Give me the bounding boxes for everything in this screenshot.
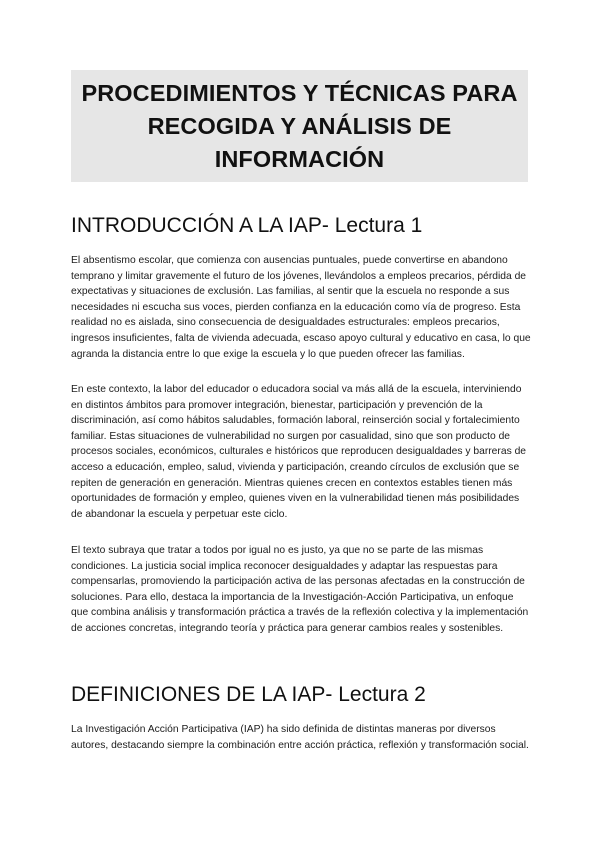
title-banner [71, 70, 528, 182]
paragraph: La Investigación Acción Participativa (IAP) ha sido definida de distintas maneras por diversos autores, destacando siempre la combinación entre acción práctica, reflexión y transformación social. [71, 724, 529, 751]
paragraph: El absentismo escolar, que comienza con ausencias puntuales, puede convertirse en abandono temprano y limitar gravemente el futuro de los jóvenes, llevándolos a empleos precarios, pérdida de expectativas y situaciones de exclusión. Las familias, al sentir que la escuela no responde a sus necesidades ni escucha sus voces, pierden confianza en la educación como vía de progreso. Esta realidad no es aislada, sino consecuencia de desigualdades estructurales: empleos precarios, ingresos insuficientes, falta de vivienda adecuada, escaso apoyo cultural y educativo en casa, lo que agranda la distancia entre lo que exige la escuela y lo que pueden ofrecer las familias. [71, 255, 531, 360]
section-heading-introduccion: INTRODUCCIÓN A LA IAP- Lectura 1 [71, 214, 423, 237]
paragraph: En este contexto, la labor del educador o educadora social va más allá de la escuela, interviniendo en distintos ámbitos para promover integración, bienestar, participación y prevención de la discriminación, así como hábitos saludables, formación laboral, reinserción social y fortalecimiento familiar. Estas situaciones de vulnerabilidad no surgen por casualidad, sino que son producto de procesos sociales, económicos, culturales e históricos que reproducen desigualdades y barreras de acceso a educación, empleo, salud, vivienda y participación, creando círculos de exclusión que se repiten de generación en generación. Mientras quienes crecen en contextos estables tienen más oportunidades de formación y empleo, quienes viven en la vulnerabilidad tienen más posibilidades de abandonar la escuela y perpetuar este ciclo. [71, 384, 527, 520]
document-title: PROCEDIMIENTOS Y TÉCNICAS PARA RECOGIDA Y ANÁLISIS DE INFORMACIÓN [81, 79, 518, 172]
section-heading-definiciones: DEFINICIONES DE LA IAP- Lectura 2 [71, 683, 426, 706]
paragraph: El texto subraya que tratar a todos por igual no es justo, ya que no se parte de las mismas condiciones. La justicia social implica reconocer desigualdades y adaptar las respuestas para compensarlas, promoviendo la participación activa de las personas afectadas en la construcción de soluciones. Para ello, destaca la importancia de la Investigación-Acción Participativa, un enfoque que combina análisis y transformación práctica a través de la reflexión colectiva y la implementación de acciones concretas, integrando teoría y práctica para generar cambios reales y sostenibles. [71, 545, 529, 634]
